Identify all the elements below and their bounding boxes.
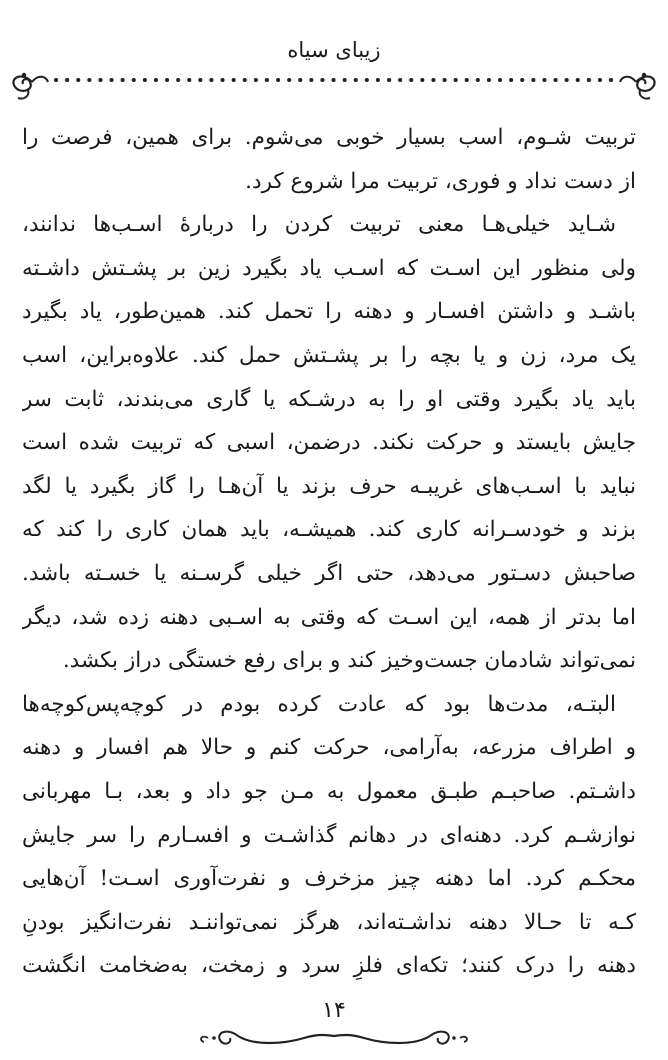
header-flourish-rule-icon: [8, 64, 660, 104]
text-line: البتـه، مدت‌ها بود که عادت کرده بودم در کوچه‌پس‌کوچه‌ها: [22, 691, 616, 717]
text-line: نوازشـم کرد. دهنه‌ای در دهانم گذاشـت و افسـارم را سر جایش: [22, 822, 636, 848]
text-line: شـاید خیلی‌هـا معنی تربیت کردن را دربارهٔ اسـب‌ها ندانند،: [22, 212, 616, 238]
text-line: بزند و خودسـرانه کاری کند. همیشـه، باید همان کاری را کند که: [22, 517, 636, 543]
page-number: ۱۴: [322, 998, 346, 1023]
text-line: باید یاد بگیرد وقتی او را به درشـکه یا گاری می‌بندند، ثابت سر: [22, 386, 636, 412]
text-line: ولی منظور این اسـت که اسـب یاد بگیرد زین بر پشـتش داشـته: [22, 255, 636, 281]
text-line: جایش بایستد و حرکت نکند. درضمن، اسبی که تربیت شده است: [22, 430, 636, 456]
text-line: صاحبش دسـتور می‌دهد، حتی اگر خیلی گرسـنه یا خسـته باشد.: [22, 560, 636, 586]
text-line: و اطراف مزرعه، به‌آرامی، حرکت کنم و حالا هم افسار و دهنه: [22, 735, 636, 761]
running-head: زیبای سیاه: [287, 38, 381, 62]
text-line: داشـتم. صاحبـم طبـق معمول به مـن جو داد و بعد، بـا مهربانی: [22, 778, 636, 804]
text-line: نمی‌تواند شادمان جست‌وخیز کند و برای رفع خستگی دراز بکشد.: [62, 648, 636, 674]
text-line: کـه تا حـالا دهنه نداشـته‌اند، هرگز نمی‌تواننـد نفرت‌انگیز بودنِ: [22, 909, 636, 935]
text-line: یک مرد، زن و یا بچه را بر پشـتش حمل کند. علاوه‌براین، اسب: [22, 342, 636, 368]
text-line: اما بدتر از همه، این اسـت که وقتی به اسـبی دهنه زده شد، دیگر: [22, 604, 636, 630]
body-text: [22, 116, 636, 988]
text-line: تربیت شـوم، اسب بسیار خوبی می‌شوم. برای همین، فرصت را: [22, 125, 636, 150]
text-line: دهنه را درک کنند؛ تکه‌ای فلزِ سرد و زمخت، به‌ضخامت انگشت: [22, 953, 636, 979]
text-line: نباید با اسـب‌های غریبـه حرف بزند یا آن‌هـا را گاز بگیرد یا لگد: [22, 473, 636, 499]
text-line: محکـم کرد. اما دهنه چیز مزخرف و نفرت‌آوری اسـت! آن‌هایی: [22, 866, 636, 892]
footer-flourish-ornament-icon: [194, 1016, 474, 1052]
text-line: باشـد و داشتن افسـار و دهنه را تحمل کند. همین‌طور، یاد بگیرد: [22, 299, 636, 325]
text-line: از دست نداد و فوری، تربیت مرا شروع کرد.: [245, 168, 636, 194]
